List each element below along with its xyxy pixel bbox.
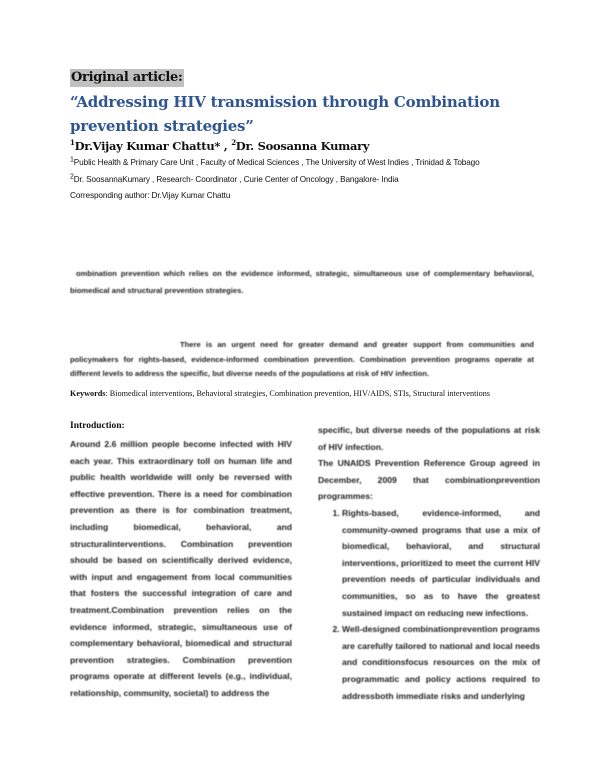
list-item: 1. Rights-based, evidence-informed, and community-owned programs that use a mix of biomedical, behavioral, and structural interventions, prioritized to meet the current HIV prevention needs of particular individuals and communities, so as to have the greatest sustained impact on reducing new infections. xyxy=(342,505,540,621)
keywords-label: Keywords xyxy=(70,389,106,398)
author2-marker: 2 xyxy=(231,138,236,148)
right-column-paragraph: The UNAIDS Prevention Reference Group agreed in December, 2009 that combinationprevention programmes: xyxy=(318,458,540,502)
article-title: “Addressing HIV transmission through Combination prevention strategies” xyxy=(70,93,500,135)
abstract-paragraph-1: ombination prevention which relies on the evidence informed, strategic, simultaneous use of complementary behavioral, biomedical and structural prevention strategies. xyxy=(70,269,534,295)
affiliation-1-marker: 1 xyxy=(70,156,74,164)
article-type-label: Original article: xyxy=(71,70,183,85)
abstract-paragraph-2: There is an urgent need for greater demand and greater support from communities and policymakers for rights-based, evidence-informed combination prevention. Combination prevention programs operate at different levels to address the specific, but diverse needs of the populations at risk of HIV infection. xyxy=(70,340,534,378)
author1-name: Dr.Vijay Kumar Chattu* , xyxy=(74,139,232,153)
introduction-left-column: Around 2.6 million people become infected with HIV each year. This extraordinary toll on human life and public health worldwide will only be reversed with effective prevention. There is a need for combination prevention as there is for combination treatment, including biomedical, behavioral, and structuralinterventions. Combination prevention should be based on scientifically derived evidence, with input and engagement from local communities that fosters the successful integration of care and treatment.Combination prevention relies on the evidence informed, strategic, simultaneous use of complementary behavioral, biomedical and structural prevention strategies. Combination prevention programs operate at different levels (e.g., individual, relationship, community, societal) to address the xyxy=(70,439,292,698)
introduction-heading: Introduction: xyxy=(70,421,125,431)
author2-name: Dr. Soosanna Kumary xyxy=(235,139,370,153)
affiliation-2-text: Dr. SoosannaKumary , Research- Coordinator , Curie Center of Oncology , Bangalore- India xyxy=(73,175,399,184)
affiliation-1 xyxy=(70,158,480,167)
right-column-intro: specific, but diverse needs of the populations at risk of HIV infection. xyxy=(318,425,540,452)
list-item: 2. Well-designed combinationprevention programs are carefully tailored to national and local needs and conditionsfocus resources on the mix of programmatic and policy actions required to addressboth immediate risks and underlying xyxy=(342,621,540,704)
author-line xyxy=(70,139,369,153)
corresponding-author: Corresponding author: Dr.Vijay Kumar Chattu xyxy=(70,191,231,200)
affiliation-2 xyxy=(70,175,399,184)
keywords-line xyxy=(70,389,490,398)
keywords-text: : Biomedical interventions, Behavioral strategies, Combination prevention, HIV/AIDS, STIs, Structural interventions xyxy=(105,389,490,398)
affiliation-1-text: Public Health & Primary Care Unit , Faculty of Medical Sciences , The University of West Indies , Trinidad & Tobago xyxy=(73,158,480,167)
introduction-right-column xyxy=(318,422,540,704)
prevention-list xyxy=(318,505,540,704)
affiliation-2-marker: 2 xyxy=(70,173,74,181)
author1-marker: 1 xyxy=(70,138,75,148)
